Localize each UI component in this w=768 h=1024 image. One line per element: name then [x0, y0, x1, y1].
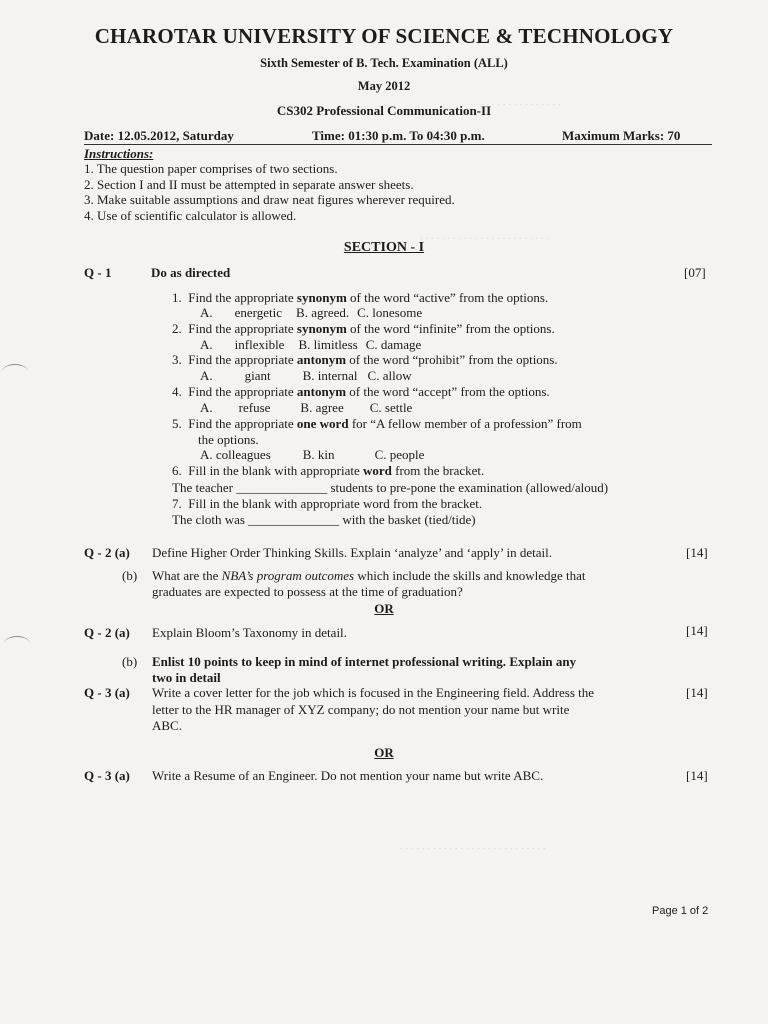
q1-item: 4. Find the appropriate antonym of the word “accept” from the options.: [172, 384, 550, 399]
question-text-continuation: two in detail: [152, 670, 221, 685]
question-text: What are the NBA’s program outcomes which include the skills and knowledge that: [152, 568, 586, 583]
bleed-through: . . . . . . . . . . . . . . . . . . . . . . . . . . .: [400, 840, 546, 852]
header-divider: [84, 144, 712, 145]
q1-options: A. giant B. internal C. allow: [200, 368, 412, 383]
bleed-through: . . . . . . . . . . . . . . . . .: [470, 96, 561, 108]
question-number: Q - 2 (a): [84, 545, 130, 560]
exam-month: May 2012: [357, 79, 411, 93]
q1-item: 2. Find the appropriate synonym of the word “infinite” from the options.: [172, 321, 555, 336]
question-part: (b): [122, 568, 138, 583]
instructions-title: Instructions:: [84, 146, 154, 161]
question-marks: [14]: [686, 685, 708, 700]
punch-hole-mark: [2, 364, 28, 379]
q1-item: 1. Find the appropriate synonym of the word “active” from the options.: [172, 290, 549, 305]
instruction-item: 4. Use of scientific calculator is allowed.: [84, 208, 297, 223]
question-text-continuation: graduates are expected to possess at the time of graduation?: [152, 584, 463, 599]
q1-fill-sentence: The teacher ______________ students to pre-pone the examination (allowed/aloud): [172, 480, 609, 495]
question-text: Write a cover letter for the job which is focused in the Engineering field. Address the: [152, 685, 595, 700]
section-title: SECTION - I: [343, 240, 425, 255]
q1-item: 5. Find the appropriate one word for “A fellow member of a profession” from: [172, 416, 582, 431]
q1-item: 3. Find the appropriate antonym of the word “prohibit” from the options.: [172, 352, 558, 367]
q1-options: A. colleagues B. kin C. people: [200, 447, 425, 462]
question-title: Do as directed: [151, 265, 231, 280]
instruction-item: 2. Section I and II must be attempted in separate answer sheets.: [84, 177, 414, 192]
question-text-continuation: ABC.: [152, 718, 182, 733]
question-number: Q - 1: [84, 265, 112, 280]
question-text: Explain Bloom’s Taxonomy in detail.: [152, 625, 347, 640]
punch-hole-mark: [4, 636, 30, 651]
question-marks: [07]: [684, 265, 706, 280]
maximum-marks: Maximum Marks: 70: [562, 128, 681, 143]
question-text: Write a Resume of an Engineer. Do not mention your name but write ABC.: [152, 768, 544, 783]
question-marks: [14]: [686, 545, 708, 560]
q1-item: 6. Fill in the blank with appropriate word from the bracket.: [172, 463, 485, 478]
question-marks: [14]: [686, 768, 708, 783]
question-text: Define Higher Order Thinking Skills. Explain ‘analyze’ and ‘apply’ in detail.: [152, 545, 552, 560]
exam-time: Time: 01:30 p.m. To 04:30 p.m.: [312, 128, 485, 143]
question-part: (b): [122, 654, 138, 669]
instruction-item: 3. Make suitable assumptions and draw neat figures wherever required.: [84, 192, 455, 207]
page-number: Page 1 of 2: [652, 905, 709, 917]
question-number: Q - 3 (a): [84, 685, 130, 700]
or-separator: OR: [374, 745, 394, 760]
question-text: Enlist 10 points to keep in mind of internet professional writing. Explain any: [152, 654, 577, 669]
or-separator: OR: [374, 601, 394, 616]
instruction-item: 1. The question paper comprises of two sections.: [84, 161, 338, 176]
course-title: CS302 Professional Communication-II: [276, 103, 492, 118]
exam-date: Date: 12.05.2012, Saturday: [84, 128, 234, 143]
q1-options: A. energetic B. agreed. C. lonesome: [200, 305, 423, 320]
question-text-continuation: letter to the HR manager of XYZ company; do not mention your name but write: [152, 702, 570, 717]
q1-options: A. inflexible B. limitless C. damage: [200, 337, 422, 352]
question-number: Q - 3 (a): [84, 768, 130, 783]
bleed-through: . . . . . . . . . . . . . . . . . . . . . . . .: [420, 230, 550, 242]
exam-title: Sixth Semester of B. Tech. Examination (ALL): [260, 56, 508, 70]
q1-item-continuation: the options.: [198, 432, 259, 447]
university-name: CHAROTAR UNIVERSITY OF SCIENCE & TECHNOLOGY: [94, 24, 674, 48]
q1-fill-sentence: The cloth was ______________ with the basket (tied/tide): [172, 512, 476, 527]
q1-options: A. refuse B. agree C. settle: [200, 400, 413, 415]
q1-item: 7. Fill in the blank with appropriate word from the bracket.: [172, 496, 483, 511]
question-number: Q - 2 (a): [84, 625, 130, 640]
question-marks: [14]: [686, 623, 708, 638]
